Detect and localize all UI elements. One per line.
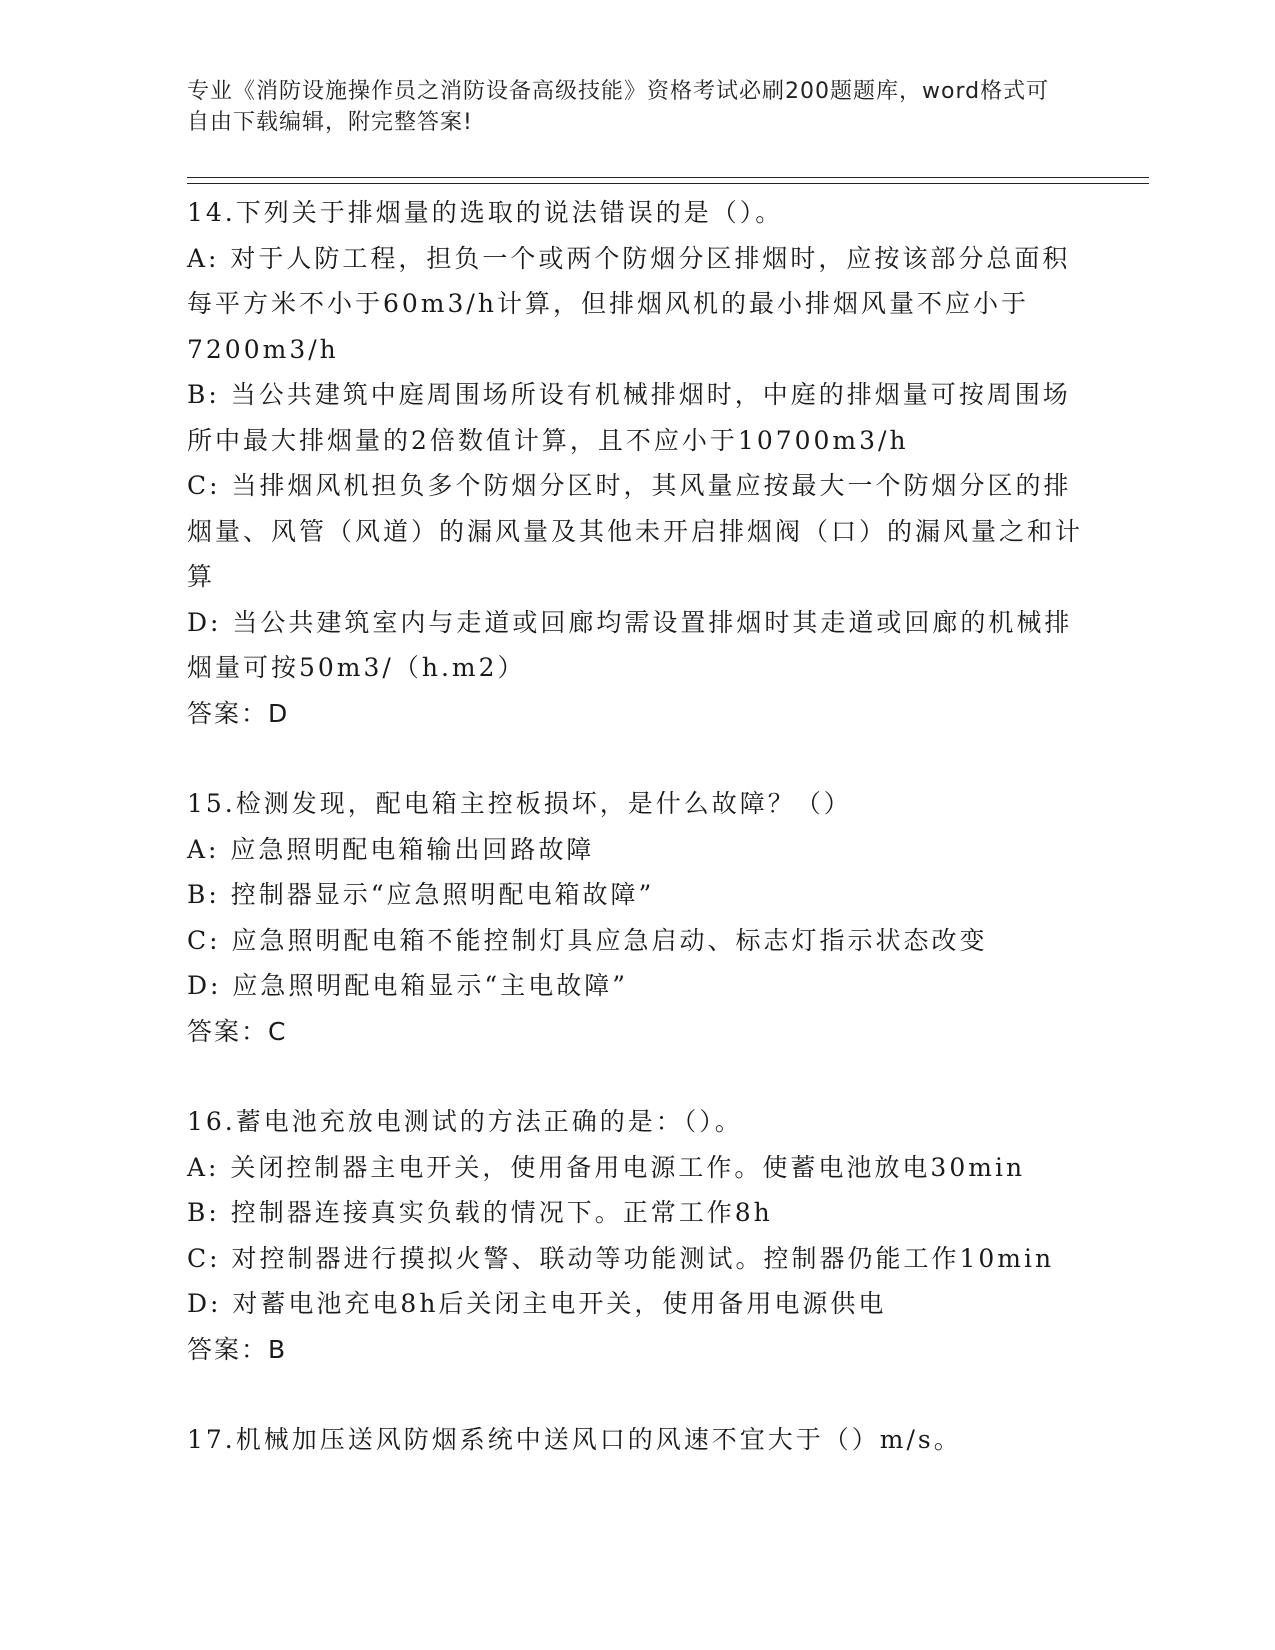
option-d: D: 应急照明配电箱显示“主电故障” <box>187 971 628 1000</box>
question-stem: 14.下列关于排烟量的选取的说法错误的是（）。 <box>187 198 784 227</box>
question-15 <box>187 781 1087 1054</box>
option-c: C: 当排烟风机担负多个防烟分区时，其风量应按最大一个防烟分区的排烟量、风管（风道）的漏风量及其他未开启排烟阀（口）的漏风量之和计算 <box>187 471 1084 591</box>
answer-label: 答案：C <box>187 1016 288 1046</box>
question-17 <box>187 1417 1087 1463</box>
option-c: C: 对控制器进行摸拟火警、联动等功能测试。控制器仍能工作10min <box>187 1243 1055 1273</box>
option-a: A: 关闭控制器主电开关，使用备用电源工作。使蓄电池放电30min <box>187 1152 1026 1182</box>
question-spacer <box>187 1054 1087 1099</box>
option-a: A: 应急照明配电箱输出回路故障 <box>187 834 595 864</box>
option-b: B: 控制器连接真实负载的情况下。正常工作8h <box>187 1198 773 1227</box>
question-14 <box>187 190 1087 736</box>
question-16 <box>187 1099 1087 1372</box>
option-b: B: 控制器显示“应急照明配电箱故障” <box>187 880 655 909</box>
option-d: D: 当公共建筑室内与走道或回廊均需设置排烟时其走道或回廊的机械排烟量可按50m3/（h.m2） <box>187 607 1073 682</box>
question-stem: 17.机械加压送风防烟系统中送风口的风速不宜大于（）m/s。 <box>187 1425 962 1454</box>
answer-label: 答案：B <box>187 1334 288 1364</box>
header-rule-bottom <box>187 183 1149 184</box>
question-spacer <box>187 736 1087 781</box>
option-a: A: 对于人防工程，担负一个或两个防烟分区排烟时，应按该部分总面积每平方米不小于60m3/h计算，但排烟风机的最小排烟风量不应小于7200m3/h <box>187 243 1071 364</box>
option-d: D: 对蓄电池充电8h后关闭主电开关，使用备用电源供电 <box>187 1289 887 1318</box>
document-header: 专业《消防设施操作员之消防设备高级技能》资格考试必刷200题题库，word格式可自由下载编辑，附完整答案! <box>187 79 1050 135</box>
question-stem: 15.检测发现，配电箱主控板损坏，是什么故障？（） <box>187 789 852 818</box>
question-spacer <box>187 1372 1087 1417</box>
option-b: B: 当公共建筑中庭周围场所设有机械排烟时，中庭的排烟量可按周围场所中最大排烟量的2倍数值计算，且不应小于10700m3/h <box>187 380 1071 455</box>
option-c: C: 应急照明配电箱不能控制灯具应急启动、标志灯指示状态改变 <box>187 925 988 955</box>
header-rule-top <box>187 177 1149 178</box>
question-list <box>187 190 1087 1463</box>
answer-label: 答案：D <box>187 698 290 728</box>
question-stem: 16.蓄电池充放电测试的方法正确的是：（）。 <box>187 1107 743 1136</box>
